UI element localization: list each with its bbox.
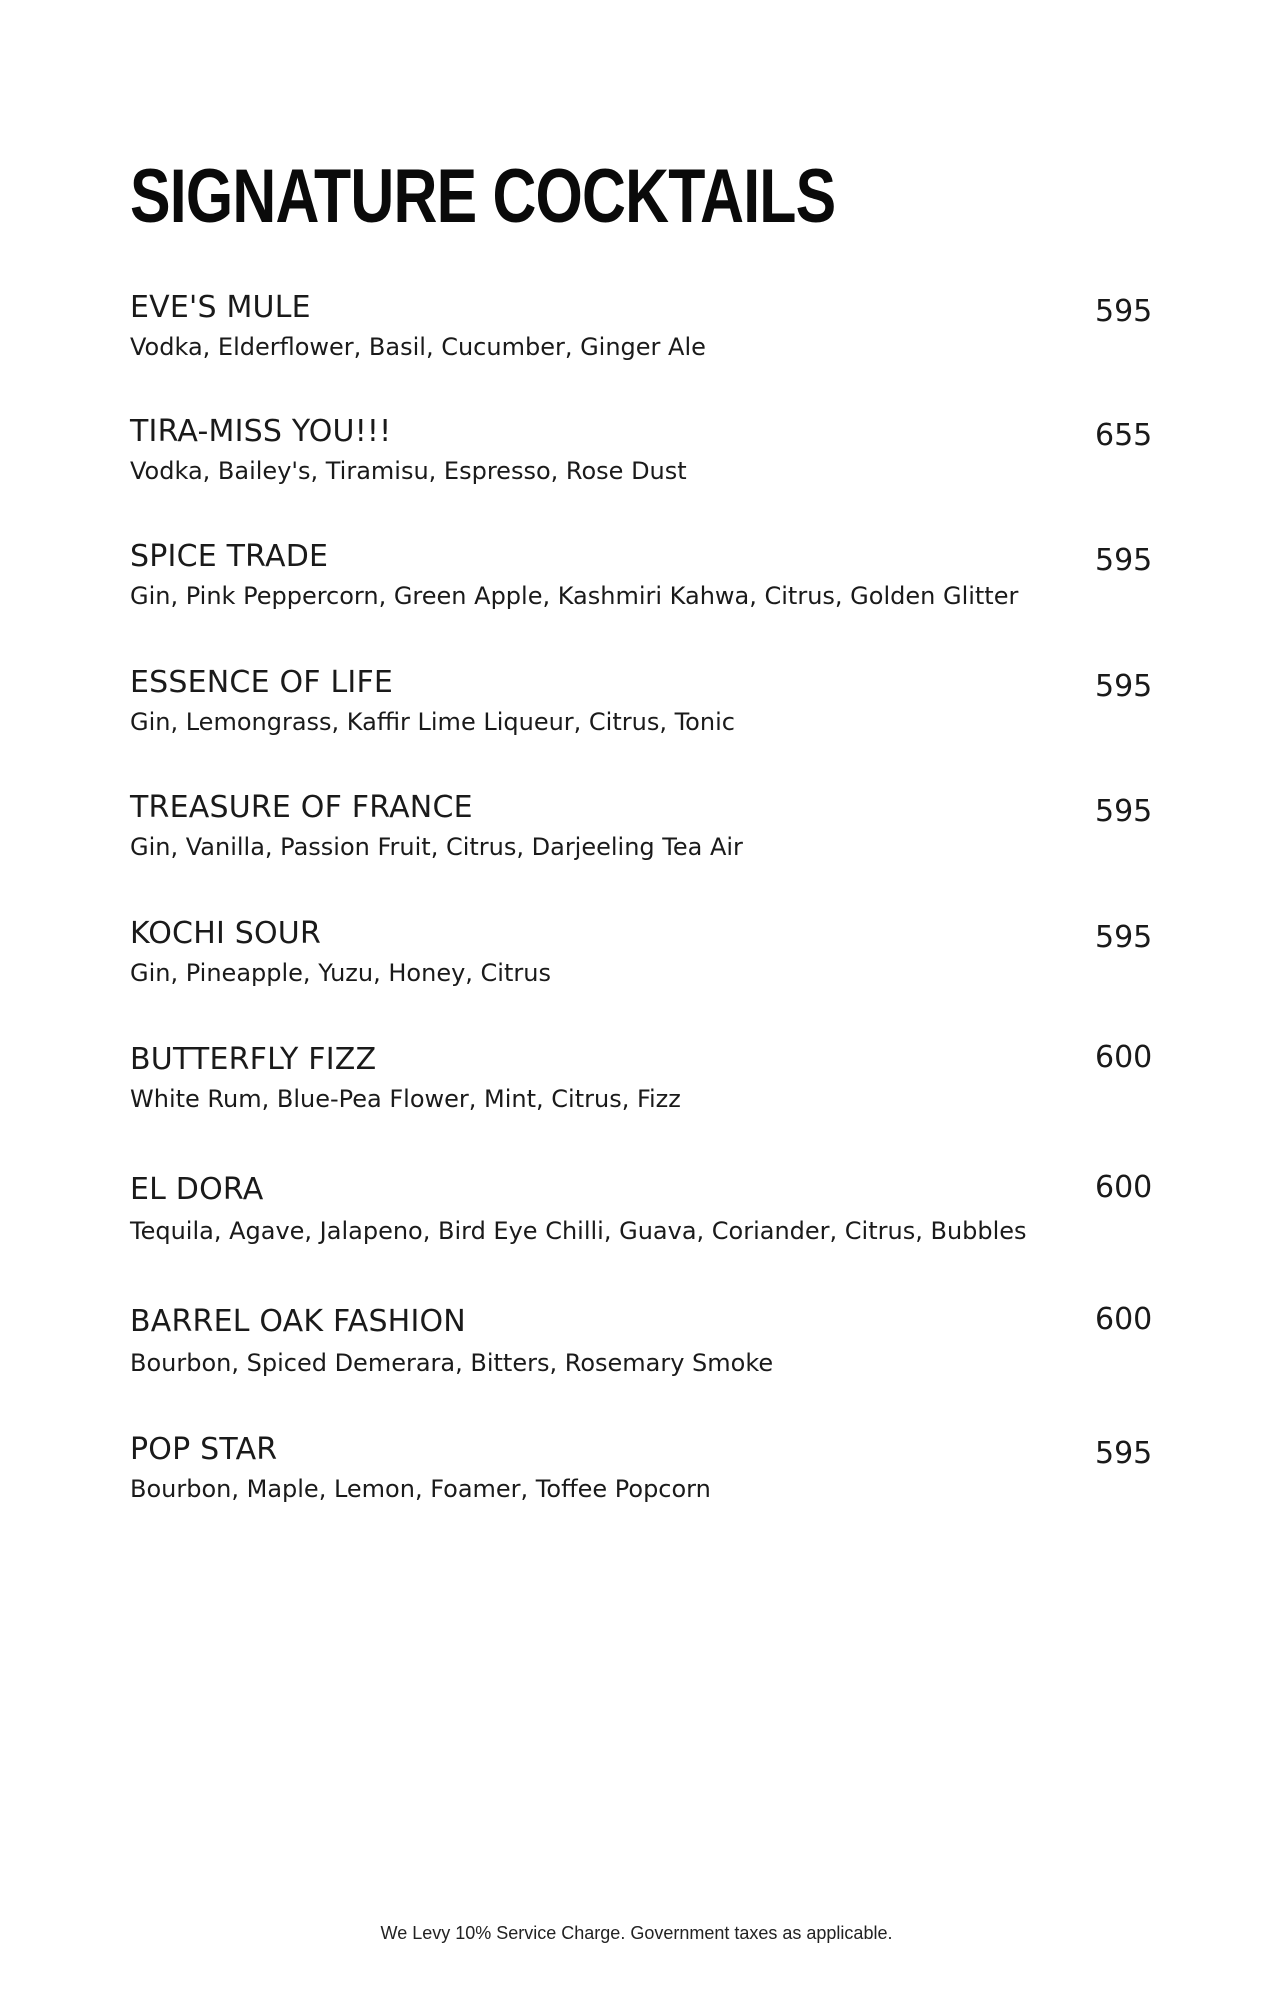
item-name: TREASURE OF FRANCE — [130, 790, 473, 825]
item-price: 595 — [1095, 294, 1153, 329]
item-name: TIRA-MISS YOU!!! — [130, 414, 392, 449]
item-description: Gin, Vanilla, Passion Fruit, Citrus, Darjeeling Tea Air — [130, 833, 743, 861]
menu-item — [130, 537, 1160, 627]
item-name: EL DORA — [130, 1172, 264, 1207]
service-charge-note: We Levy 10% Service Charge. Government taxes as applicable. — [380, 1923, 893, 1943]
item-price: 595 — [1095, 543, 1153, 578]
item-name: SPICE TRADE — [130, 539, 329, 574]
menu-item — [130, 1040, 1160, 1130]
menu-item — [130, 663, 1160, 753]
menu-item — [130, 1170, 1160, 1260]
menu-item — [130, 1430, 1160, 1520]
item-description: White Rum, Blue-Pea Flower, Mint, Citrus, Fizz — [130, 1085, 681, 1113]
menu-item — [130, 1302, 1160, 1392]
item-name: ESSENCE OF LIFE — [130, 665, 394, 700]
item-name: BARREL OAK FASHION — [130, 1304, 466, 1339]
item-price: 655 — [1095, 418, 1153, 453]
item-price: 595 — [1095, 669, 1153, 704]
item-price: 595 — [1095, 794, 1153, 829]
item-price: 595 — [1095, 1436, 1153, 1471]
menu-item — [130, 288, 1160, 378]
item-description: Bourbon, Spiced Demerara, Bitters, Rosemary Smoke — [130, 1349, 774, 1377]
item-description: Tequila, Agave, Jalapeno, Bird Eye Chilli, Guava, Coriander, Citrus, Bubbles — [130, 1217, 1027, 1245]
item-price: 600 — [1095, 1302, 1153, 1337]
item-name: EVE'S MULE — [130, 290, 311, 325]
item-description: Vodka, Bailey's, Tiramisu, Espresso, Rose Dust — [130, 457, 687, 485]
menu-item — [130, 914, 1160, 1004]
item-name: KOCHI SOUR — [130, 916, 321, 951]
item-description: Gin, Pink Peppercorn, Green Apple, Kashmiri Kahwa, Citrus, Golden Glitter — [130, 582, 1019, 610]
item-price: 595 — [1095, 920, 1153, 955]
item-name: BUTTERFLY FIZZ — [130, 1042, 377, 1077]
menu-title: SIGNATURE COCKTAILS — [130, 154, 836, 239]
item-name: POP STAR — [130, 1432, 278, 1467]
item-price: 600 — [1095, 1040, 1153, 1075]
item-description: Gin, Lemongrass, Kaffir Lime Liqueur, Citrus, Tonic — [130, 708, 735, 736]
item-price: 600 — [1095, 1170, 1153, 1205]
item-description: Vodka, Elderflower, Basil, Cucumber, Ginger Ale — [130, 333, 706, 361]
item-description: Gin, Pineapple, Yuzu, Honey, Citrus — [130, 959, 551, 987]
item-description: Bourbon, Maple, Lemon, Foamer, Toffee Popcorn — [130, 1475, 711, 1503]
menu-item — [130, 412, 1160, 502]
menu-item — [130, 788, 1160, 878]
